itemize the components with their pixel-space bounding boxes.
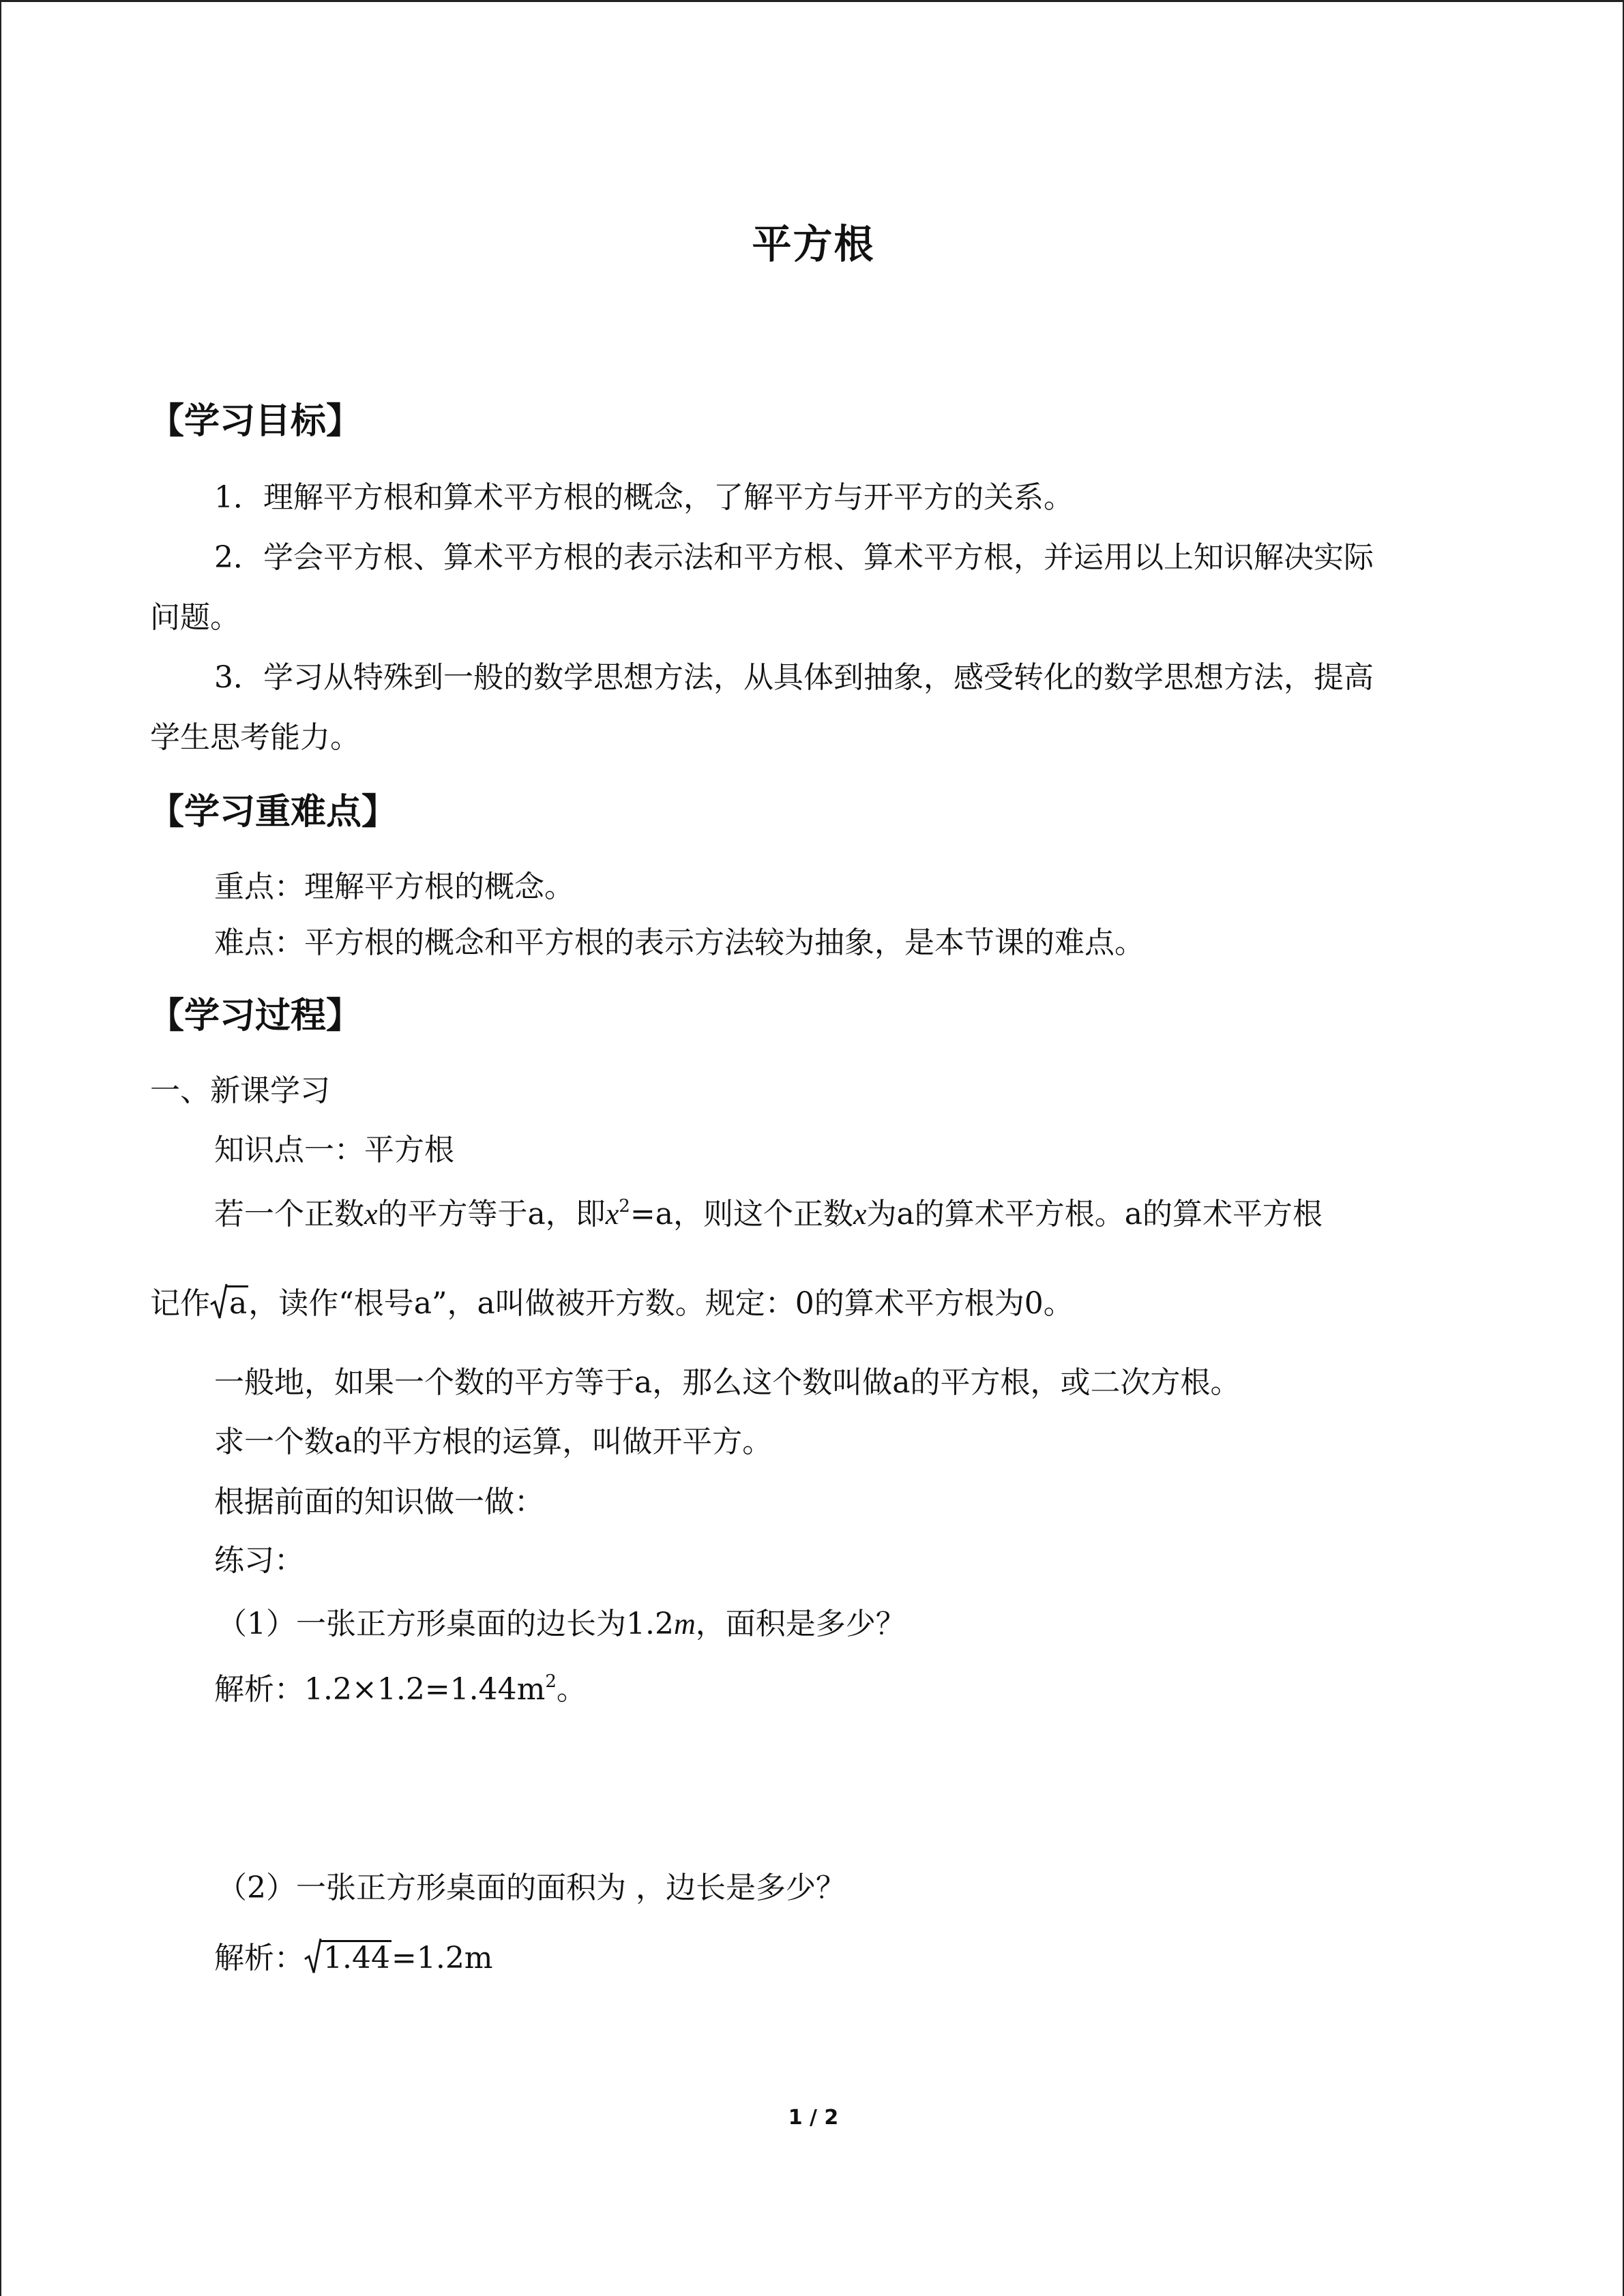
number-zero: 0 [1024, 1286, 1044, 1321]
sqrt-a-expression [210, 1285, 248, 1319]
variable-x: x [364, 1197, 378, 1231]
definition-text: ，即 [545, 1197, 606, 1232]
sqrt-radicand: a [226, 1285, 248, 1319]
variable-x: x [605, 1197, 619, 1231]
definition-text: 为 [866, 1197, 897, 1232]
definition-text: 的算术平方根。 [914, 1197, 1125, 1232]
key-point: 重点：理解平方根的概念。 [214, 869, 574, 904]
section-heading-difficulty: 【学习重难点】 [149, 792, 398, 833]
general-text: 一般地，如果一个数的平方等于 [214, 1365, 634, 1400]
variable-a: a [477, 1286, 495, 1321]
general-text: 的平方根，或二次方根。 [910, 1365, 1241, 1400]
general-definition-line [214, 1365, 1241, 1400]
definition-line-1 [214, 1196, 1323, 1232]
definition-text: 的平方等于 [377, 1197, 528, 1232]
variable-a: a [527, 1197, 546, 1232]
variable-x: x [853, 1197, 867, 1231]
page-title: 平方根 [752, 221, 875, 267]
sqrt-1-44-expression [304, 1940, 392, 1976]
variable-a: a [334, 1425, 353, 1459]
notation-text: 叫做被开方数。规定： [494, 1286, 795, 1321]
difficult-point: 难点：平方根的概念和平方根的表示方法较为抽象，是本节课的难点。 [214, 925, 1145, 960]
superscript-2: 2 [545, 1671, 557, 1692]
goal-item-2-line-2: 问题。 [150, 600, 240, 635]
page-number: 1 / 2 [788, 2106, 839, 2130]
sqrt-radicand: 1.44 [321, 1940, 392, 1973]
general-text: ，那么这个数叫做 [652, 1365, 893, 1400]
practice-prompt: 根据前面的知识做一做： [214, 1485, 544, 1519]
operation-definition-line [214, 1427, 772, 1457]
question-2: （2）一张正方形桌面的面积为 ，边长是多少？ [217, 1870, 846, 1905]
operation-text: 的平方根的运算，叫做开平方。 [352, 1425, 773, 1459]
answer-label: 解析： [214, 1672, 304, 1707]
goal-item-3-line-1: 3．学习从特殊到一般的数学思想方法，从具体到抽象，感受转化的数学思想方法，提高 [214, 660, 1374, 695]
goal-item-3-line-2: 学生思考能力。 [150, 720, 360, 755]
answer-expression: 1.2×1.2=1.44m [304, 1672, 546, 1707]
section-heading-goals: 【学习目标】 [149, 401, 362, 442]
question-text: ，面积是多少？ [695, 1607, 906, 1641]
notation-text: 。 [1043, 1286, 1074, 1321]
notation-text: 的算术平方根为 [814, 1286, 1024, 1321]
variable-a: a [892, 1365, 911, 1400]
operation-text: 求一个数 [214, 1425, 334, 1459]
goal-item-2-line-1: 2．学会平方根、算术平方根的表示法和平方根、算术平方根，并运用以上知识解决实际 [214, 540, 1374, 575]
answer-1 [214, 1671, 587, 1707]
variable-a: a [1124, 1197, 1142, 1232]
radical-sign-icon [210, 1283, 228, 1321]
question-1 [217, 1609, 906, 1639]
goal-item-1: 1．理解平方根和算术平方根的概念，了解平方与开平方的关系。 [214, 480, 1074, 515]
notation-text: 记作 [150, 1286, 210, 1321]
notation-text: ”， [431, 1286, 477, 1321]
question-number: 1.2 [626, 1607, 674, 1641]
answer-label: 解析： [214, 1941, 304, 1976]
part-heading-new-lesson: 一、新课学习 [150, 1073, 330, 1108]
variable-a: a [896, 1197, 915, 1232]
practice-label: 练习： [214, 1543, 304, 1578]
definition-text: ，则这个正数 [673, 1197, 853, 1232]
question-text: （1）一张正方形桌面的边长为 [217, 1607, 626, 1641]
notation-text: ，读作“根号 [248, 1286, 414, 1321]
knowledge-point-heading: 知识点一：平方根 [214, 1133, 454, 1167]
equation-text: =a [630, 1197, 673, 1232]
number-zero: 0 [795, 1286, 814, 1321]
radical-sign-icon [304, 1937, 322, 1976]
notation-line [150, 1285, 1074, 1319]
variable-a: a [413, 1286, 432, 1321]
variable-a: a [634, 1365, 653, 1400]
answer-expression: =1.2m [391, 1941, 493, 1976]
section-heading-process: 【学习过程】 [149, 996, 362, 1037]
answer-end: 。 [556, 1672, 587, 1707]
superscript-2: 2 [619, 1196, 630, 1217]
answer-2 [214, 1940, 493, 1976]
unit-m: m [673, 1607, 696, 1641]
definition-text: 若一个正数 [214, 1197, 364, 1232]
definition-text: 的算术平方根 [1142, 1197, 1323, 1232]
